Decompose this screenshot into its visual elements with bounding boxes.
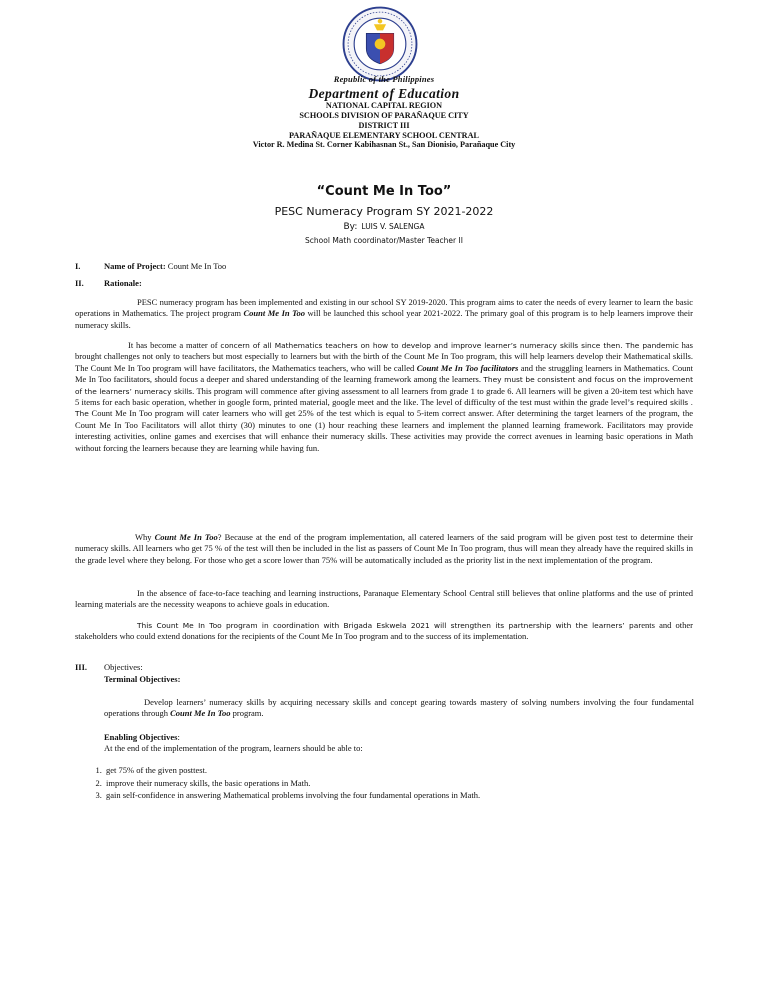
school-line: PARAÑAQUE ELEMENTARY SCHOOL CENTRAL: [289, 131, 479, 140]
enabling-intro: At the end of the implementation of the program, learners should be able to:: [104, 743, 363, 753]
p3-text-b: ? Because at the end of the program implementation, all catered learners of the said program will be given post test to determine their numeracy skills. All learners who get 75 % of the test will then be included in the list as passers of Count Me In Too program, thus will mean they already have the required skills in the grade level where they belong. For those who get a score lower than 75% will be automatically included as the priority list in the next implementation of the program.: [75, 532, 693, 565]
p1-emphasis: Count Me In Too: [243, 308, 306, 319]
p2-text-d: . This program will commence after giving assessment to all learners from grade 1 to grade 6. All learners will be given a 20-item test which have 5 items for each basic operation, whether in google form, printed material, google meet and the like. The level of difficulty of the test must within the grade level’: [75, 385, 693, 408]
deped-seal-logo: [342, 6, 418, 82]
p1-text-a: PESC numeracy program has been implemented and existing in our school SY 2019-2020. This program aims to cater the needs of every learner to learn the basic operations in Mathematics. The project program: [75, 297, 693, 319]
p2-small-2: They must be consistent and focus on the improvement of the learners’ numeracy skills: [75, 375, 693, 396]
rationale-paragraph-1: [75, 297, 693, 331]
list-item: 2. improve their numeracy skills, the basic operations in Math.: [104, 777, 704, 790]
author-name: LUIS V. SALENGA: [361, 222, 425, 231]
p2-text-a: It has become a matter of: [128, 340, 221, 350]
p2-text-e: Count Me In Too program will cater learners who will get 25% of the test which is equal to 5-item correct answer. After determining the target learners of the program, the Count Me In Too Facilitators will allot thirty (30) minutes to one (1) hour reaching these learners and implement the planned learning framework. Facilitators may provide interesting activities, online games and exercises that will enhance their numeracy skills. These activities may provide the correct avenues in learning basic operations in Math without forcing the learners because they are learning while having fun.: [75, 408, 693, 453]
region-line: NATIONAL CAPITAL REGION: [325, 101, 443, 110]
republic-line: Republic of the Philippines: [333, 74, 435, 84]
document-title: “Count Me In Too”: [316, 184, 452, 199]
program-subtitle: PESC Numeracy Program SY 2021-2022: [274, 205, 494, 218]
rationale-paragraph-4: In the absence of face-to-face teaching and learning instructions, Paranaque Elementary School Central still believes that online platforms and the use of printed learning materials are the necessity weapons to achieve goals in education.: [75, 588, 693, 610]
rationale-paragraph-5: [75, 620, 693, 643]
section-2-heading: Rationale:: [104, 278, 142, 288]
enabling-label: Enabling Objectives: [104, 732, 178, 742]
rationale-paragraph-2: [75, 340, 693, 454]
section-3-heading: Objectives:: [104, 662, 143, 672]
section-3-number: III.: [75, 662, 88, 672]
p2-small-1: concern of all Mathematics teachers on how to develop and improve learner’s numeracy skills since then. The pandemic: [220, 341, 679, 350]
enabling-objectives-list: [75, 764, 704, 802]
enabling-objectives-heading: Enabling Objectives:: [104, 732, 180, 742]
division-line: SCHOOLS DIVISION OF PARAÑAQUE CITY: [299, 111, 469, 120]
by-label: By:: [343, 222, 358, 232]
p5-small: This Count Me In Too program in coordination with Brigada Eskwela 2021 will strengthen its partnership with the learners’ par: [137, 621, 642, 630]
project-name: Count Me In Too: [167, 261, 227, 271]
p2-small-3: s required skills . The: [75, 398, 693, 419]
district-line: DISTRICT III: [358, 121, 410, 130]
terminal-emphasis: Count Me In Too: [170, 708, 231, 719]
terminal-objective-text: [104, 697, 694, 720]
author-line: [0, 222, 768, 232]
p3-emphasis: Count Me In Too: [154, 532, 218, 542]
p2-text-b: has brought challenges not only to teachers but most especially to learners but with the birth of the Count Me In Too program, this will help learners develop their Mathematical skills. The Count Me In Too program will have facilitators, the Mathematics teachers, who will be called: [75, 340, 693, 373]
list-item: 1. get 75% of the given posttest.: [104, 764, 704, 777]
section-2-number: II.: [75, 278, 84, 288]
section-1-number: I.: [75, 261, 81, 271]
p5-text: ents and other stakeholders who could extend donations for the recipients of the Count Me In Too program and to the success of its implementation.: [75, 620, 693, 642]
terminal-text-a: Develop learners’ numeracy skills by acquiring necessary skills and concept gearing towards mastery of solving numbers involving the four fundamental operations through: [104, 697, 694, 719]
section-1-label: Name of Project:: [104, 261, 166, 271]
p2-emphasis: Count Me In Too facilitators: [416, 362, 519, 373]
p3-text-a: Why: [135, 532, 155, 542]
address-line: Victor R. Medina St. Corner Kabihasnan St., San Dionisio, Parañaque City: [252, 140, 516, 149]
department-name: Department of Education: [308, 86, 460, 101]
terminal-text-b: program.: [230, 708, 264, 719]
terminal-objectives-heading: Terminal Objectives:: [104, 674, 181, 684]
list-item: 3. gain self-confidence in answering Mathematical problems involving the four fundamental operations in Math.: [104, 789, 704, 802]
author-role: School Math coordinator/Master Teacher II: [305, 236, 463, 245]
p1-text-b: will be launched this school year 2021-2022. The primary goal of this program is to help learners improve their numeracy skills.: [75, 308, 693, 330]
rationale-paragraph-3: [75, 532, 693, 566]
p2-text-c: and the struggling learners in Mathematics. Count Me In Too facilitators, should focus a deeper and shared understanding of the learning framework among the learners.: [75, 362, 693, 385]
section-1-heading: [104, 261, 226, 272]
